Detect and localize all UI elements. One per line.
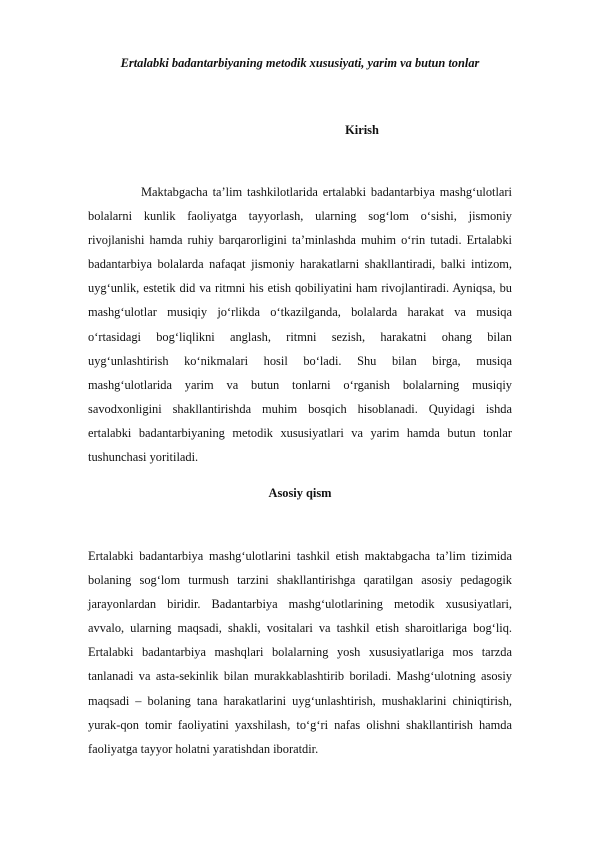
text-line: avvalo, ularning maqsadi, shakli, vositalari va tashkil etish sharoitlariga bog‘liq. bbox=[88, 621, 512, 636]
document-title: Ertalabki badantarbiyaning metodik xususiyati, yarim va butun tonlar bbox=[120, 56, 480, 70]
intro-paragraph bbox=[88, 180, 512, 469]
text-line: rivojlanishi hamda ruhiy barqarorligini ta’minlashda muhim o‘rin tutadi. Ertalabki bbox=[88, 233, 512, 248]
text-line: jarayonlardan biridir. Badantarbiya mashg‘ulotlarining metodik xususiyatlari, bbox=[88, 597, 512, 612]
section-heading-intro: Kirish bbox=[345, 123, 379, 137]
text-line: ertalabki badantarbiyaning metodik xususiyatlari va yarim hamda butun tonlar bbox=[88, 425, 512, 440]
text-line: mashg‘ulotlarida yarim va butun tonlarni o‘rganish bolalarning musiqiy bbox=[88, 377, 512, 392]
text-line: o‘rtasidagi bog‘liqlikni anglash, ritmni sezish, harakatni ohang bilan bbox=[88, 329, 512, 344]
main-paragraph bbox=[88, 544, 512, 761]
text-line: tushunchasi yoritiladi. bbox=[88, 450, 199, 465]
text-line: uyg‘unlik, estetik did va ritmni his etish qobiliyatini ham rivojlantiradi. Ayniqsa, bu bbox=[88, 281, 512, 296]
text-line: savodxonligini shakllantirishda muhim bosqich hisoblanadi. Quyidagi ishda bbox=[88, 401, 512, 416]
text-line: Ertalabki badantarbiya mashg‘ulotlarini tashkil etish maktabgacha ta’lim tizimida bbox=[88, 549, 512, 563]
text-line: yurak-qon tomir faoliyatini yaxshilash, to‘g‘ri nafas olishni shakllantirish hamda bbox=[88, 717, 512, 732]
text-line: Maktabgacha ta’lim tashkilotlarida ertalabki badantarbiya mashg‘ulotlari bbox=[141, 185, 512, 199]
text-line: tanlanadi va asta-sekinlik bilan murakkablashtirib boriladi. Mashg‘ulotning asosiy bbox=[88, 669, 512, 684]
text-line: badantarbiya bolalarda nafaqat jismoniy harakatlarni shakllantiradi, balki intizom, bbox=[88, 257, 512, 272]
text-line: bolaning sog‘lom turmush tarzini shakllantirishga qaratilgan asosiy pedagogik bbox=[88, 573, 512, 588]
text-line: mashg‘ulotlar musiqiy jo‘rlikda o‘tkazilganda, bolalarda harakat va musiqa bbox=[88, 305, 512, 320]
text-line: uyg‘unlashtirish ko‘nikmalari hosil bo‘ladi. Shu bilan birga, musiqa bbox=[88, 353, 512, 368]
section-heading-main: Asosiy qism bbox=[268, 486, 332, 500]
text-line: faoliyatga tayyor holatni yaratishdan iboratdir. bbox=[88, 741, 319, 756]
text-line: bolalarni kunlik faoliyatga tayyorlash, ularning sog‘lom o‘sishi, jismoniy bbox=[88, 209, 512, 224]
text-line: maqsadi – bolaning tana harakatlarini uyg‘unlashtirish, mushaklarini chiniqtirish, bbox=[88, 693, 512, 708]
text-line: Ertalabki badantarbiya mashqlari bolalarning yosh xususiyatlariga mos tarzda bbox=[88, 645, 512, 660]
